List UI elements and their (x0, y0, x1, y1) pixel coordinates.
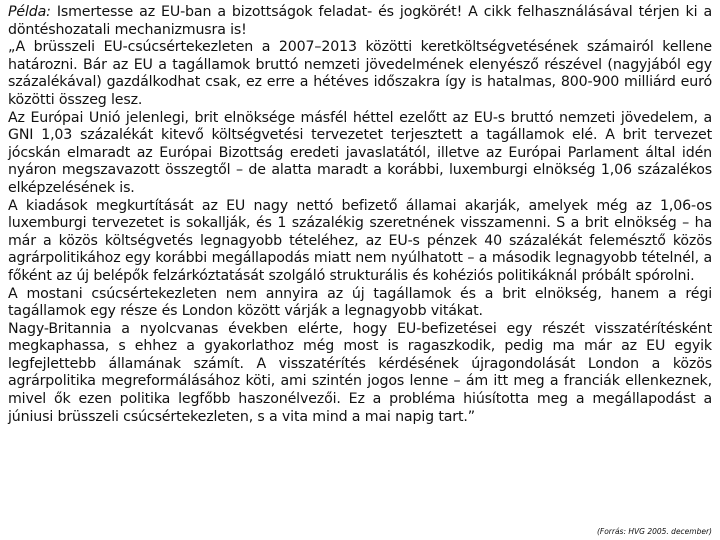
article-paragraph-5: Nagy-Britannia a nyolcvanas években elérte, hogy EU-befizetései egy részét visszatérítésként megkaphassa, s ehhez a gyakorlathoz még most is ragaszkodik, pedig ma már az EU egyik legfejlettebb államának számít. A visszatérítés kérdésének újragondolását London a közös agrárpolitika megreformálásához köti, ami szintén jogos lenne – ám itt meg a franciák ellenkeznek, mivel ők ezen politika legfőbb haszonélvezői. Ez a probléma hiúsította meg a megállapodást a júniusi brüsszeli csúcsértekezleten, s a vita mind a mai napig tart.” (8, 320, 712, 425)
task-prompt (8, 4, 712, 39)
article-paragraph-2: Az Európai Unió jelenlegi, brit elnöksége másfél héttel ezelőtt az EU-s bruttó nemzeti jövedelem, a GNI 1,03 százalékát kitevő költségvetési tervezetet terjesztett a tagállamok elé. A brit tervezet jócskán elmaradt az Európai Bizottság eredeti javaslatától, illetve az Európai Parlament által idén nyáron megszavazott összegtől – de alatta maradt a korábbi, luxemburgi elnökség 1,06 százalékos elképzelésének is. (8, 109, 712, 196)
document-body (8, 4, 712, 426)
article-paragraph-4: A mostani csúcsértekezleten nem annyira az új tagállamok és a brit elnökség, hanem a régi tagállamok egy része és London között várják a legnagyobb vitákat. (8, 285, 712, 320)
example-label: Példa: (8, 4, 51, 20)
task-text: Ismertesse az EU-ban a bizottságok feladat- és jogkörét! A cikk felhasználásával térjen ki a döntéshozatali mechanizmusra is! (8, 4, 712, 38)
article-paragraph-3: A kiadások megkurtítását az EU nagy nettó befizető államai akarják, amelyek még az 1,06-os luxemburgi tervezetet is sokallják, és 1 százalékig szeretnének visszamenni. S a brit elnökség – ha már a közös költségvetés legnagyobb tételéhez, az EU-s pénzek 40 százalékát felemésztő közös agrárpolitikához egy korábbi megállapodás miatt nem nyúlhatott – a második legnagyobb tételnél, a főként az új belépők felzárkóztatását szolgáló strukturális és kohéziós politikáknál próbált spórolni. (8, 197, 712, 284)
article-paragraph-1: „A brüsszeli EU-csúcsértekezleten a 2007–2013 közötti keretköltségvetésének számairól kellene határozni. Bár az EU a tagállamok bruttó nemzeti jövedelmének elenyésző részével (nagyjából egy százalékával) gazdálkodhat csak, ez erre a hétéves időszakra így is hatalmas, 800-900 milliárd euró közötti összeg lesz. (8, 39, 712, 108)
source-citation: (Forrás: HVG 2005. december) (596, 527, 712, 536)
